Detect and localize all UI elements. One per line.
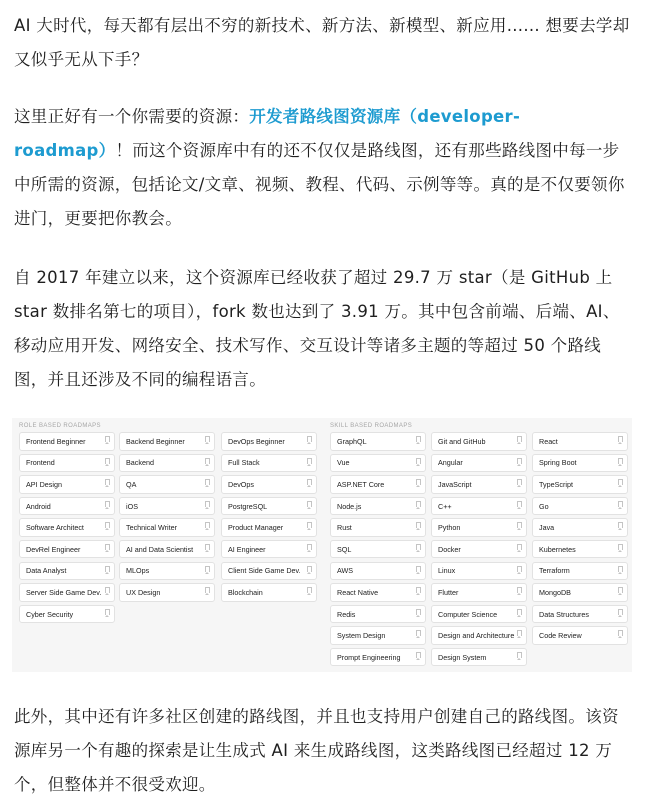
bookmark-icon[interactable] — [416, 436, 421, 442]
roadmap-card-label: QA — [126, 479, 137, 489]
roadmap-card-label: AI and Data Scientist — [126, 544, 194, 554]
roadmap-card[interactable] — [532, 432, 628, 451]
roadmap-card-label: Flutter — [438, 587, 459, 597]
roadmap-card[interactable] — [221, 562, 317, 581]
bookmark-icon[interactable] — [307, 544, 312, 550]
role-column-3 — [221, 432, 317, 605]
roadmap-card-label: Kubernetes — [539, 544, 576, 554]
roadmap-card-label: DevRel Engineer — [26, 544, 81, 554]
roadmap-card[interactable] — [431, 583, 527, 602]
bookmark-icon[interactable] — [517, 458, 522, 464]
bookmark-icon[interactable] — [517, 652, 522, 658]
roadmap-card[interactable] — [431, 497, 527, 516]
roadmap-card[interactable] — [19, 583, 115, 602]
roadmap-card[interactable] — [532, 626, 628, 645]
bookmark-icon[interactable] — [618, 587, 623, 593]
bookmark-icon[interactable] — [416, 630, 421, 636]
bookmark-icon[interactable] — [307, 587, 312, 593]
bookmark-icon[interactable] — [517, 587, 522, 593]
bookmark-icon[interactable] — [307, 566, 312, 572]
roadmap-card[interactable] — [221, 518, 317, 537]
roadmap-card[interactable] — [431, 626, 527, 645]
roadmap-card-label: Docker — [438, 544, 461, 554]
roadmap-card-label: React Native — [337, 587, 379, 597]
roadmap-card-label: System Design — [337, 631, 386, 641]
roadmap-card[interactable] — [330, 432, 426, 451]
bookmark-icon[interactable] — [618, 458, 623, 464]
roadmap-card-label: Frontend — [26, 458, 55, 468]
roadmap-card[interactable] — [532, 475, 628, 494]
bookmark-icon[interactable] — [416, 566, 421, 572]
bookmark-icon[interactable] — [416, 609, 421, 615]
roadmap-card-label: AI Engineer — [228, 544, 266, 554]
roadmap-card-label: Product Manager — [228, 523, 284, 533]
bookmark-icon[interactable] — [416, 501, 421, 507]
roadmap-card-label: Design System — [438, 652, 487, 662]
roadmap-card-label: Android — [26, 501, 51, 511]
roadmap-card-label: Backend — [126, 458, 154, 468]
roadmap-card-label: Backend Beginner — [126, 436, 185, 446]
roadmap-card[interactable] — [330, 540, 426, 559]
roadmap-card[interactable] — [431, 648, 527, 667]
roadmap-card[interactable] — [532, 454, 628, 473]
bookmark-icon[interactable] — [517, 566, 522, 572]
roadmap-card-label: Data Structures — [539, 609, 589, 619]
roadmap-card-label: Python — [438, 523, 461, 533]
roadmap-card-label: Angular — [438, 458, 463, 468]
roadmap-card[interactable] — [221, 432, 317, 451]
roadmap-card-label: Terraform — [539, 566, 570, 576]
roadmap-card-label: Git and GitHub — [438, 436, 486, 446]
bookmark-icon[interactable] — [618, 436, 623, 442]
bookmark-icon[interactable] — [205, 566, 210, 572]
roadmap-card-label: Java — [539, 523, 555, 533]
bookmark-icon[interactable] — [205, 522, 210, 528]
bookmark-icon[interactable] — [416, 479, 421, 485]
roadmap-card[interactable] — [221, 454, 317, 473]
roadmap-card[interactable] — [119, 497, 215, 516]
bookmark-icon[interactable] — [517, 544, 522, 550]
roadmap-card[interactable] — [431, 605, 527, 624]
stats-paragraph: 自 2017 年建立以来，这个资源库已经收获了超过 29.7 万 star（是 GitHub 上 star 数排名第七的项目），fork 数也达到了 3.91 万。其中包含前端、后端、AI、移动应用开发、网络安全、技术写作、交互设计等诸多主题的等超过 50 个路线图，并且还涉及不同的编程语言。 — [14, 268, 620, 389]
bookmark-icon[interactable] — [105, 458, 110, 464]
roadmap-card-label: Vue — [337, 458, 350, 468]
resource-paragraph — [14, 100, 632, 236]
bookmark-icon[interactable] — [105, 544, 110, 550]
bookmark-icon[interactable] — [205, 501, 210, 507]
roadmap-card[interactable] — [19, 562, 115, 581]
roadmap-card-label: Computer Science — [438, 609, 498, 619]
roadmap-card[interactable] — [532, 540, 628, 559]
roadmap-card-label: TypeScript — [539, 479, 573, 489]
roadmap-card-label: iOS — [126, 501, 138, 511]
bookmark-icon[interactable] — [618, 566, 623, 572]
roadmap-card-label: MLOps — [126, 566, 150, 576]
roadmap-card[interactable] — [431, 454, 527, 473]
roadmap-card-label: C++ — [438, 501, 452, 511]
roadmap-card-label: React — [539, 436, 558, 446]
roadmap-card[interactable] — [431, 432, 527, 451]
bookmark-icon[interactable] — [307, 458, 312, 464]
roadmap-card[interactable] — [330, 497, 426, 516]
bookmark-icon[interactable] — [105, 479, 110, 485]
roadmap-card-label: GraphQL — [337, 436, 367, 446]
bookmark-icon[interactable] — [307, 436, 312, 442]
roadmap-card[interactable] — [221, 583, 317, 602]
roadmap-card-label: DevOps — [228, 479, 254, 489]
roadmap-card-label: Linux — [438, 566, 456, 576]
roadmap-card-label: Technical Writer — [126, 523, 177, 533]
roadmap-screenshot — [12, 418, 632, 672]
roadmap-card[interactable] — [19, 432, 115, 451]
bookmark-icon[interactable] — [105, 522, 110, 528]
bookmark-icon[interactable] — [416, 652, 421, 658]
roadmap-card[interactable] — [119, 475, 215, 494]
bookmark-icon[interactable] — [105, 436, 110, 442]
roadmap-card[interactable] — [19, 518, 115, 537]
roadmap-card-label: DevOps Beginner — [228, 436, 285, 446]
roadmap-card-label: Blockchain — [228, 587, 263, 597]
bookmark-icon[interactable] — [307, 479, 312, 485]
roadmap-card[interactable] — [19, 454, 115, 473]
roadmap-card[interactable] — [19, 475, 115, 494]
developer-roadmap-link[interactable]: 开发者路线图资源库（developer-roadmap） — [14, 107, 521, 160]
roadmap-card[interactable] — [330, 583, 426, 602]
roadmap-card[interactable] — [119, 454, 215, 473]
bookmark-icon[interactable] — [618, 544, 623, 550]
roadmap-card[interactable] — [19, 497, 115, 516]
bookmark-icon[interactable] — [105, 587, 110, 593]
roadmap-card[interactable] — [119, 518, 215, 537]
bookmark-icon[interactable] — [517, 501, 522, 507]
bookmark-icon[interactable] — [205, 479, 210, 485]
roadmap-card-label: Client Side Game Dev. — [228, 566, 301, 576]
roadmap-card[interactable] — [330, 454, 426, 473]
roadmap-card[interactable] — [330, 562, 426, 581]
roadmap-card[interactable] — [330, 626, 426, 645]
roadmap-card-label: Full Stack — [228, 458, 260, 468]
roadmap-card-label: MongoDB — [539, 587, 571, 597]
roadmap-card[interactable] — [330, 518, 426, 537]
intro-paragraph: AI 大时代，每天都有层出不穷的新技术、新方法、新模型、新应用...... 想要去学却又似乎无从下手？ — [14, 16, 630, 69]
roadmap-card[interactable] — [330, 605, 426, 624]
bookmark-icon[interactable] — [416, 458, 421, 464]
bookmark-icon[interactable] — [517, 436, 522, 442]
bookmark-icon[interactable] — [205, 587, 210, 593]
bookmark-icon[interactable] — [517, 479, 522, 485]
bookmark-icon[interactable] — [307, 501, 312, 507]
bookmark-icon[interactable] — [105, 566, 110, 572]
roadmap-card[interactable] — [532, 497, 628, 516]
roadmap-card-label: Code Review — [539, 631, 582, 641]
role-column-2 — [119, 432, 215, 605]
bookmark-icon[interactable] — [517, 609, 522, 615]
roadmap-card[interactable] — [532, 605, 628, 624]
bookmark-icon[interactable] — [517, 630, 522, 636]
roadmap-card[interactable] — [19, 540, 115, 559]
roadmap-card-label: Design and Architecture — [438, 631, 515, 641]
bookmark-icon[interactable] — [517, 522, 522, 528]
roadmap-card[interactable] — [532, 562, 628, 581]
roadmap-card[interactable] — [221, 497, 317, 516]
skill-column-3 — [532, 432, 628, 648]
roadmap-card[interactable] — [532, 583, 628, 602]
roadmap-card-label: PostgreSQL — [228, 501, 268, 511]
bookmark-icon[interactable] — [618, 501, 623, 507]
roadmap-card-label: Frontend Beginner — [26, 436, 86, 446]
bookmark-icon[interactable] — [618, 522, 623, 528]
skill-based-title: SKILL BASED ROADMAPS — [330, 423, 413, 429]
roadmap-card[interactable] — [119, 583, 215, 602]
roadmap-card-label: Cyber Security — [26, 609, 74, 619]
roadmap-card-label: Server Side Game Dev. — [26, 587, 102, 597]
bookmark-icon[interactable] — [618, 479, 623, 485]
resource-description-text: ！而这个资源库中有的还不仅仅是路线图，还有那些路线图中每一步中所需的资源，包括论文/文章、视频、教程、代码、示例等等。真的是不仅要领你进门，更要把你教会。 — [14, 141, 625, 228]
bookmark-icon[interactable] — [307, 522, 312, 528]
roadmap-card-label: Node.js — [337, 501, 362, 511]
roadmap-card[interactable] — [119, 540, 215, 559]
bookmark-icon[interactable] — [416, 522, 421, 528]
role-column-1 — [19, 432, 115, 626]
roadmap-card-label: Prompt Engineering — [337, 652, 401, 662]
roadmap-card-label: SQL — [337, 544, 352, 554]
bookmark-icon[interactable] — [105, 609, 110, 615]
roadmap-card[interactable] — [532, 518, 628, 537]
roadmap-card[interactable] — [431, 562, 527, 581]
bookmark-icon[interactable] — [416, 587, 421, 593]
roadmap-card[interactable] — [19, 605, 115, 624]
resource-intro-text: 这里正好有一个你需要的资源： — [14, 107, 250, 126]
roadmap-card-label: ASP.NET Core — [337, 479, 385, 489]
roadmap-card[interactable] — [431, 540, 527, 559]
roadmap-card[interactable] — [221, 540, 317, 559]
roadmap-card[interactable] — [119, 562, 215, 581]
roadmap-card-label: Software Architect — [26, 523, 84, 533]
roadmap-card-label: UX Design — [126, 587, 161, 597]
roadmap-card[interactable] — [221, 475, 317, 494]
roadmap-card-label: Spring Boot — [539, 458, 577, 468]
roadmap-card-label: JavaScript — [438, 479, 472, 489]
bookmark-icon[interactable] — [416, 544, 421, 550]
roadmap-card[interactable] — [431, 518, 527, 537]
roadmap-card-label: Rust — [337, 523, 352, 533]
bookmark-icon[interactable] — [618, 630, 623, 636]
roadmap-card[interactable] — [431, 475, 527, 494]
bookmark-icon[interactable] — [205, 436, 210, 442]
roadmap-card[interactable] — [119, 432, 215, 451]
roadmap-card-label: API Design — [26, 479, 62, 489]
roadmap-card[interactable] — [330, 648, 426, 667]
skill-column-2 — [431, 432, 527, 670]
bookmark-icon[interactable] — [105, 501, 110, 507]
skill-column-1 — [330, 432, 426, 670]
bookmark-icon[interactable] — [205, 544, 210, 550]
role-based-title: ROLE BASED ROADMAPS — [19, 423, 101, 429]
community-paragraph: 此外，其中还有许多社区创建的路线图，并且也支持用户创建自己的路线图。该资源库另一个有趣的探索是让生成式 AI 来生成路线图，这类路线图已经超过 12 万个，但整体并不很受欢迎。 — [14, 707, 619, 794]
bookmark-icon[interactable] — [618, 609, 623, 615]
roadmap-card[interactable] — [330, 475, 426, 494]
roadmap-card-label: Go — [539, 501, 549, 511]
roadmap-card-label: AWS — [337, 566, 354, 576]
roadmap-card-label: Redis — [337, 609, 356, 619]
bookmark-icon[interactable] — [205, 458, 210, 464]
roadmap-card-label: Data Analyst — [26, 566, 67, 576]
